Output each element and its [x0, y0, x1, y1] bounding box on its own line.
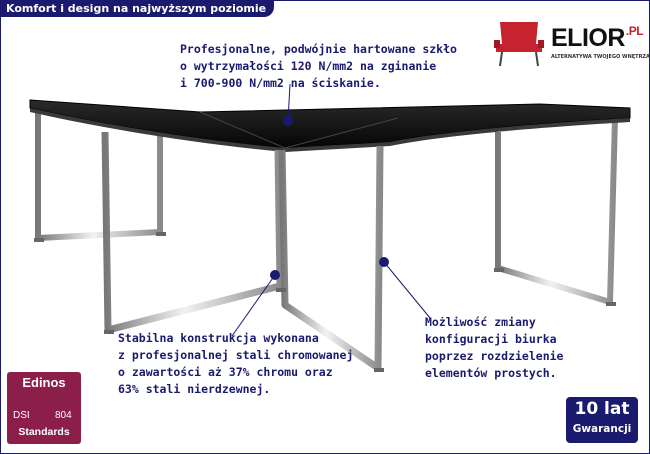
warranty-badge [566, 397, 638, 443]
logo-name: ELIOR [551, 24, 625, 52]
warranty-years: 10 lat [574, 399, 630, 419]
logo-tld: .PL [625, 24, 644, 38]
callout-steel: Stabilna konstrukcja wykonana z profesjonalnej stali chromowanej o zawartości aż 37% chromu oraz 63% stali nierdzewnej. [118, 331, 354, 396]
red-chair-icon [494, 22, 544, 66]
glass-top [30, 100, 630, 152]
certificate-bottom: Standards [18, 426, 70, 438]
callout-glass: Profesjonalne, podwójnie hartowane szkło o wytrzymałości 120 N/mm2 na zginanie i 700-900 N/mm2 na ściskanie. [180, 42, 457, 90]
logo-tagline: ALTERNATYWA TWOJEGO WNĘTRZA [551, 54, 650, 60]
certificate-number: 804 [55, 410, 72, 421]
page-banner: Komfort i design na najwyższym poziomie [0, 0, 274, 17]
certificate-brand: Edinos [22, 375, 66, 390]
certificate-badge [7, 372, 81, 444]
elior-logo [551, 24, 643, 53]
warranty-label: Gwarancji [572, 423, 632, 435]
certificate-left: DSI [13, 410, 30, 421]
callout-config: Możliwość zmiany konfiguracji biurka poprzez rozdzielenie elementów prostych. [425, 315, 564, 380]
